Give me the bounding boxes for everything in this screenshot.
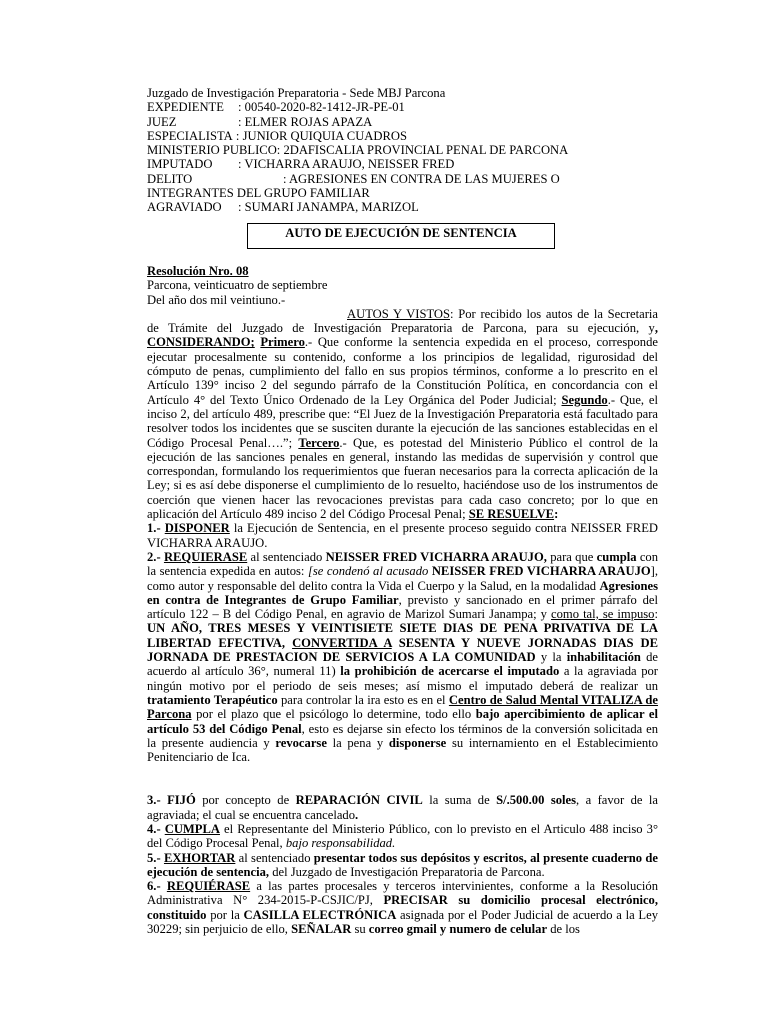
header-value: : SUMARI JANAMPA, MARIZOL: [238, 200, 419, 215]
resolve-item-4: 4.- CUMPLA el Representante del Ministerio Público, con lo previsto en el Articulo 488 inciso 3° del Código Procesal Penal, bajo responsabilidad.: [147, 821, 658, 851]
case-header: [147, 86, 597, 215]
header-row-delito-cont: [147, 186, 597, 200]
resolve-item-6: 6.- REQUIÉRASE a las partes procesales y terceros intervinientes, conforme a la Resolución Administrativa N° 234-2015-P-CSJIC/PJ, PRECISAR su domicilio procesal electrónico, constituido por la CASILLA ELECTRÓNICA asignada por el Poder Judicial de acuerdo a la Ley 30229; sin perjuicio de ello, SEÑALAR su correo gmail y numero de celular de los: [147, 879, 659, 937]
header-row-juez: [147, 115, 597, 129]
header-label: AGRAVIADO: [147, 200, 222, 215]
header-row-expediente: [147, 100, 597, 114]
header-value: : VICHARRA ARAUJO, NEISSER FRED: [238, 157, 455, 172]
considerando-paragraph: AUTOS Y VISTOS: Por recibido los autos de la Secretaria de Trámite del Juzgado de Investigación Preparatoria de Parcona, para su ejecución, y, CONSIDERANDO; Primero.- Que conforme la sentencia expedida en el proceso, corresponde ejecutar procesalmente su contenido, conforme a los principios de legalidad, rigurosidad del cómputo de penas, cumplimiento del fallo en sus propios términos, conforme a lo prescrito en el Artículo 139° inciso 2 del segundo párrafo de la Constitución Política, en concordancia con el Artículo 4° del Texto Único Ordenado de la Ley Orgánica del Poder Judicial; Segundo.- Que, el inciso 2, del artículo 489, prescribe que: “El Juez de la Investigación Preparatoria está facultado para resolver todos los incidentes que se susciten durante la ejecución de las sanciones establecidas en el Código Procesal Penal….”; Tercero.- Que, es potestad del Ministerio Público el control de la ejecución de las sanciones penales en general, instando las medidas de supervisión y control que correspondan, formulando los requerimientos que fueran necesarios para la correcta aplicación de la Ley; si es así debe disponerse el cumplimiento de lo resuelto, haciéndose uso de los instrumentos de coerción que vienen hacer las revocaciones previstas para cada caso concreto; por lo que en aplicación del Artículo 489 inciso 2 del Código Procesal Penal; SE RESUELVE:: [147, 306, 659, 522]
header-value: : ELMER ROJAS APAZA: [238, 114, 373, 129]
resolution-body: [147, 264, 658, 936]
date-line-1: Parcona, veinticuatro de septiembre: [147, 278, 328, 293]
court-name: Juzgado de Investigación Preparatoria - Sede MBJ Parcona: [147, 86, 446, 100]
header-label: DELITO: [147, 171, 193, 186]
resolution-number: Resolución Nro. 08: [147, 264, 249, 278]
header-value: : 00540-2020-82-1412-JR-PE-01: [238, 100, 405, 115]
document-title: AUTO DE EJECUCIÓN DE SENTENCIA: [247, 223, 555, 249]
resolve-item-2: 2.- REQUIERASE al sentenciado NEISSER FRED VICHARRA ARAUJO, para que cumpla con la sentencia expedida en autos: [se condenó al acusado NEISSER FRED VICHARRA ARAUJO], como autor y responsable del delito contra la Vida el Cuerpo y la Salud, en la modalidad Agresiones en contra de Integrantes de Grupo Familiar, previsto y sancionado en el primer párrafo del artículo 122 – B del Código Penal, en agravio de Marizol Sumari Janampa; y como tal, se impuso: UN AÑO, TRES MESES Y VEINTISIETE SIETE DIAS DE PENA PRIVATIVA DE LA LIBERTAD EFECTIVA, CONVERTIDA A SESENTA Y NUEVE JORNADAS DIAS DE JORNADA DE PRESTACION DE SERVICIOS A LA COMUNIDAD y la inhabilitación de acuerdo al artículo 36°, numeral 11) la prohibición de acercarse el imputado a la agraviada por ningún motivo por el periodo de seis meses; así mismo el imputado deberá de realizar un tratamiento Terapéutico para controlar la ira esto es en el Centro de Salud Mental VITALIZA de Parcona por el plazo que el psicólogo lo determine, todo ello bajo apercibimiento de aplicar el artículo 53 del Código Penal, esto es dejarse sin efecto los términos de la conversión solicitada en la presente audiencia y revocarse la pena y disponerse su internamiento en el Establecimiento Penitenciario de Ica.: [147, 549, 659, 765]
header-row-ministerio: [147, 143, 597, 157]
header-label: IMPUTADO: [147, 157, 213, 172]
header-row-imputado: [147, 157, 597, 171]
resolve-item-1: 1.- DISPONER la Ejecución de Sentencia, en el presente proceso seguido contra NEISSER FRED VICHARRA ARAUJO.: [147, 521, 658, 550]
header-value: : JUNIOR QUIQUIA CUADROS: [235, 128, 407, 143]
header-row-especialista: [147, 129, 597, 143]
header-label: ESPECIALISTA: [147, 128, 233, 143]
header-value: : 2DAFISCALIA PROVINCIAL PENAL DE PARCONA: [276, 143, 569, 158]
header-label: MINISTERIO PUBLICO: [147, 143, 277, 158]
header-value: : AGRESIONES EN CONTRA DE LAS MUJERES O: [283, 171, 560, 186]
header-label: EXPEDIENTE: [147, 100, 224, 115]
header-row-agraviado: [147, 200, 597, 214]
header-label: JUEZ: [147, 114, 177, 129]
date-line-2: Del año dos mil veintiuno.-: [147, 292, 286, 307]
header-row-delito: [147, 172, 597, 186]
header-value: INTEGRANTES DEL GRUPO FAMILIAR: [147, 186, 370, 201]
resolve-item-5: 5.- EXHORTAR al sentenciado presentar todos sus depósitos y escritos, al presente cuaderno de ejecución de sentencia, del Juzgado de Investigación Preparatoria de Parcona.: [147, 850, 658, 879]
resolve-item-3: 3.- FIJÓ por concepto de REPARACIÓN CIVIL la suma de S/.500.00 soles, a favor de la agraviada; el cual se encuentra cancelado.: [147, 793, 658, 822]
